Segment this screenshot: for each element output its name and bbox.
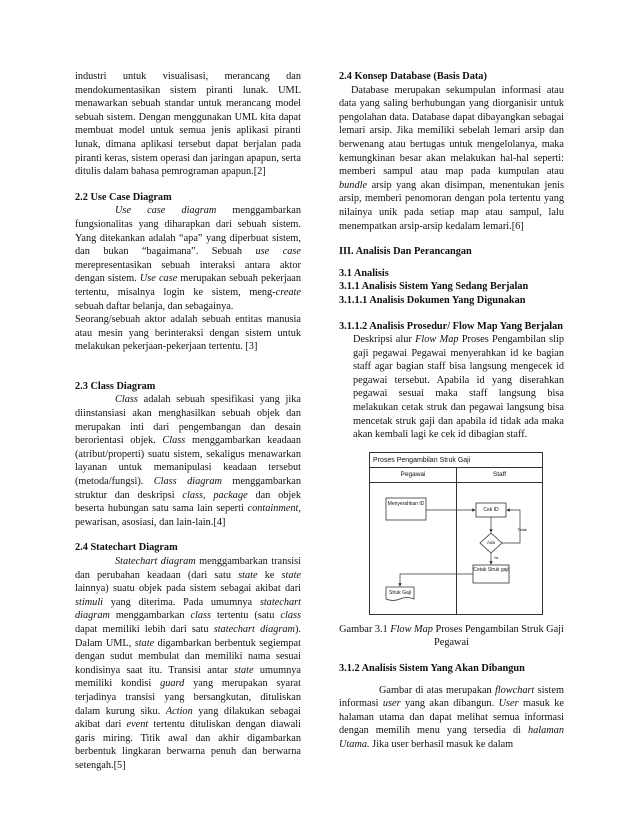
lane-pegawai-header: Pegawai — [370, 468, 456, 483]
node-menyerahkan-id: Menyerahkan ID — [387, 500, 425, 507]
section-3-1-2-heading: 3.1.2 Analisis Sistem Yang Akan Dibangun — [339, 663, 525, 675]
section-3-1-1-heading: 3.1.1 Analisis Sistem Yang Sedang Berjalan — [339, 281, 529, 293]
section-2-4-heading: 2.4 Statechart Diagram — [75, 542, 178, 554]
section-3-1-1-2-heading: 3.1.1.2 Analisis Prosedur/ Flow Map Yang Berjalan — [339, 320, 563, 332]
flowchart-title: Proses Pengambilan Struk Gaji — [370, 453, 542, 468]
section-3-heading: III. Analisis Dan Perancangan — [339, 246, 472, 258]
section-2-3-heading: 2.3 Class Diagram — [75, 380, 156, 392]
section-3-1-2-paragraph: Gambar di atas merupakan flowchart sistem informasi user yang akan dibangun. User masuk ke halaman utama dan dapat melihat semua informasi dengan memilih menu yang tersedia di halaman Utama. Jika user berhasil masuk ke dalam — [339, 684, 564, 750]
section-2-2-paragraph-2: Seorang/sebuah aktor adalah sebuah entitas manusia atau mesin yang berinteraksi dengan sistem untuk melakukan pekerjaan-pekerjaan tertentu. [3] — [75, 314, 301, 353]
flow-map-diagram — [369, 452, 543, 615]
node-struk-gaji: Struk Gaji — [389, 589, 411, 596]
database-paragraph: Database merupakan sekumpulan informasi atau data yang saling berhubungan yang diorganisir untuk pengolahan data. Database dapat dibayangkan sebagai lemari arsip. Jika memiliki sebelah lemari arsip dan berwenang atau bertugas untuk mengelolanya, maka kemungkinan besar akan melakukan hal-hal seperti: memberi sampul atau map pada kumpulan atau bundle arsip yang akan disimpan, menentukan jenis arsip, memberi penomoran dengan pola tertentu yang nilainya unik pada setiap map atau sampul, lalu menempatkan arsip-arsip kedalam lemari.[6] — [339, 84, 564, 232]
left-column — [75, 70, 301, 773]
flow-map-description: Deskripsi alur Flow Map Proses Pengambilan slip gaji pegawai Pegawai menyerahkan id ke bagian staff agar bagian staff bisa langsung mengecek id pegawai tersebut. Apabila id yang diserahkan pegawai sesuai maka staff langsung bisa melakukan cetak struk dan pegawai langsung bisa mencetak struk gaji dan apabila id tidak ada maka akan kembali lagi ke cek id dibagian staff. — [353, 334, 564, 441]
node-cetak-struk-gaji: Cetak Struk gaji — [473, 566, 509, 573]
section-2-2-heading: 2.2 Use Case Diagram — [75, 191, 172, 203]
node-cek-id: Cek ID — [483, 506, 499, 513]
lane-staff-header: Staff — [457, 468, 542, 483]
section-2-3-paragraph: Class adalah sebuah spesifikasi yang jika diinstansiasi akan menghasilkan sebuah objek dan merupakan inti dari pengembangan dan desain berorientasi objek. Class menggambarkan keadaan (atribut/properti) suatu sistem, sekaligus menawarkan layanan untuk memanipulasi keadaan tersebut (metoda/fungsi). Class diagram menggambarkan struktur dan deskripsi class, package dan objek beserta hubungan satu sama lain seperti containment, pewarisan, asosiasi, dan lain-lain.[4] — [75, 394, 302, 528]
intro-paragraph: industri untuk visualisasi, merancang dan mendokumentasikan sistem piranti lunak. UML menawarkan sebuah standar untuk merancang model sebuah sistem. Dengan menggunakan UML kita dapat membuat model untuk semua jenis aplikasi piranti lunak, dimana aplikasi tersebut dapat berjalan pada piranti keras, sistem operasi dan jaringan apapun, serta ditulis dalam bahasa pemrograman apapun.[2] — [75, 71, 301, 178]
figure-caption: Gambar 3.1 Flow Map Proses Pengambilan Struk Gaji Pegawai — [339, 623, 564, 649]
section-2-4-paragraph: Statechart diagram menggambarkan transisi dan perubahan keadaan (dari satu state ke state lainnya) suatu objek pada sistem sebagai akibat dari stimuli yang diterima. Pada umumnya statechart diagram menggambarkan class tertentu (satu class dapat memiliki lebih dari satu statechart diagram). Dalam UML, state digambarkan berbentuk segiempat dengan sudut membulat dan memiliki nama sesuai kondisinya saat itu. Transisi antar state umumnya memiliki kondisi guard yang merupakan syarat terjadinya transisi yang bersangkutan, dituliskan dalam kurung siku. Action yang dilakukan sebagai akibat dari event tertentu dituliskan dengan diawali garis miring. Titik awal dan akhir digambarkan berbentuk lingkaran berwarna penuh dan berwarna setengah.[5] — [75, 556, 302, 771]
section-2-2-paragraph-1: Use case diagram menggambarkan fungsionalitas yang diharapkan dari sebuah sistem. Yang ditekankan adalah “apa” yang diperbuat sistem, dan bukan “bagaimana”. Sebuah use case merepresentasikan sebuah interaksi antara aktor dengan sistem. Use case merupakan sebuah pekerjaan tertentu, misalnya login ke sistem, meng-create sebuah daftar belanja, dan sebagainya. — [75, 205, 302, 312]
section-3-1-heading: 3.1 Analisis — [339, 267, 389, 279]
label-ya: Ya — [493, 554, 499, 560]
right-column — [339, 70, 564, 752]
section-3-1-1-1-heading: 3.1.1.1 Analisis Dokumen Yang Digunakan — [339, 294, 526, 306]
label-tidak: Tidak — [517, 526, 527, 532]
node-ada: Ada — [486, 539, 495, 545]
section-2-4-database-heading: 2.4 Konsep Database (Basis Data) — [339, 71, 487, 82]
